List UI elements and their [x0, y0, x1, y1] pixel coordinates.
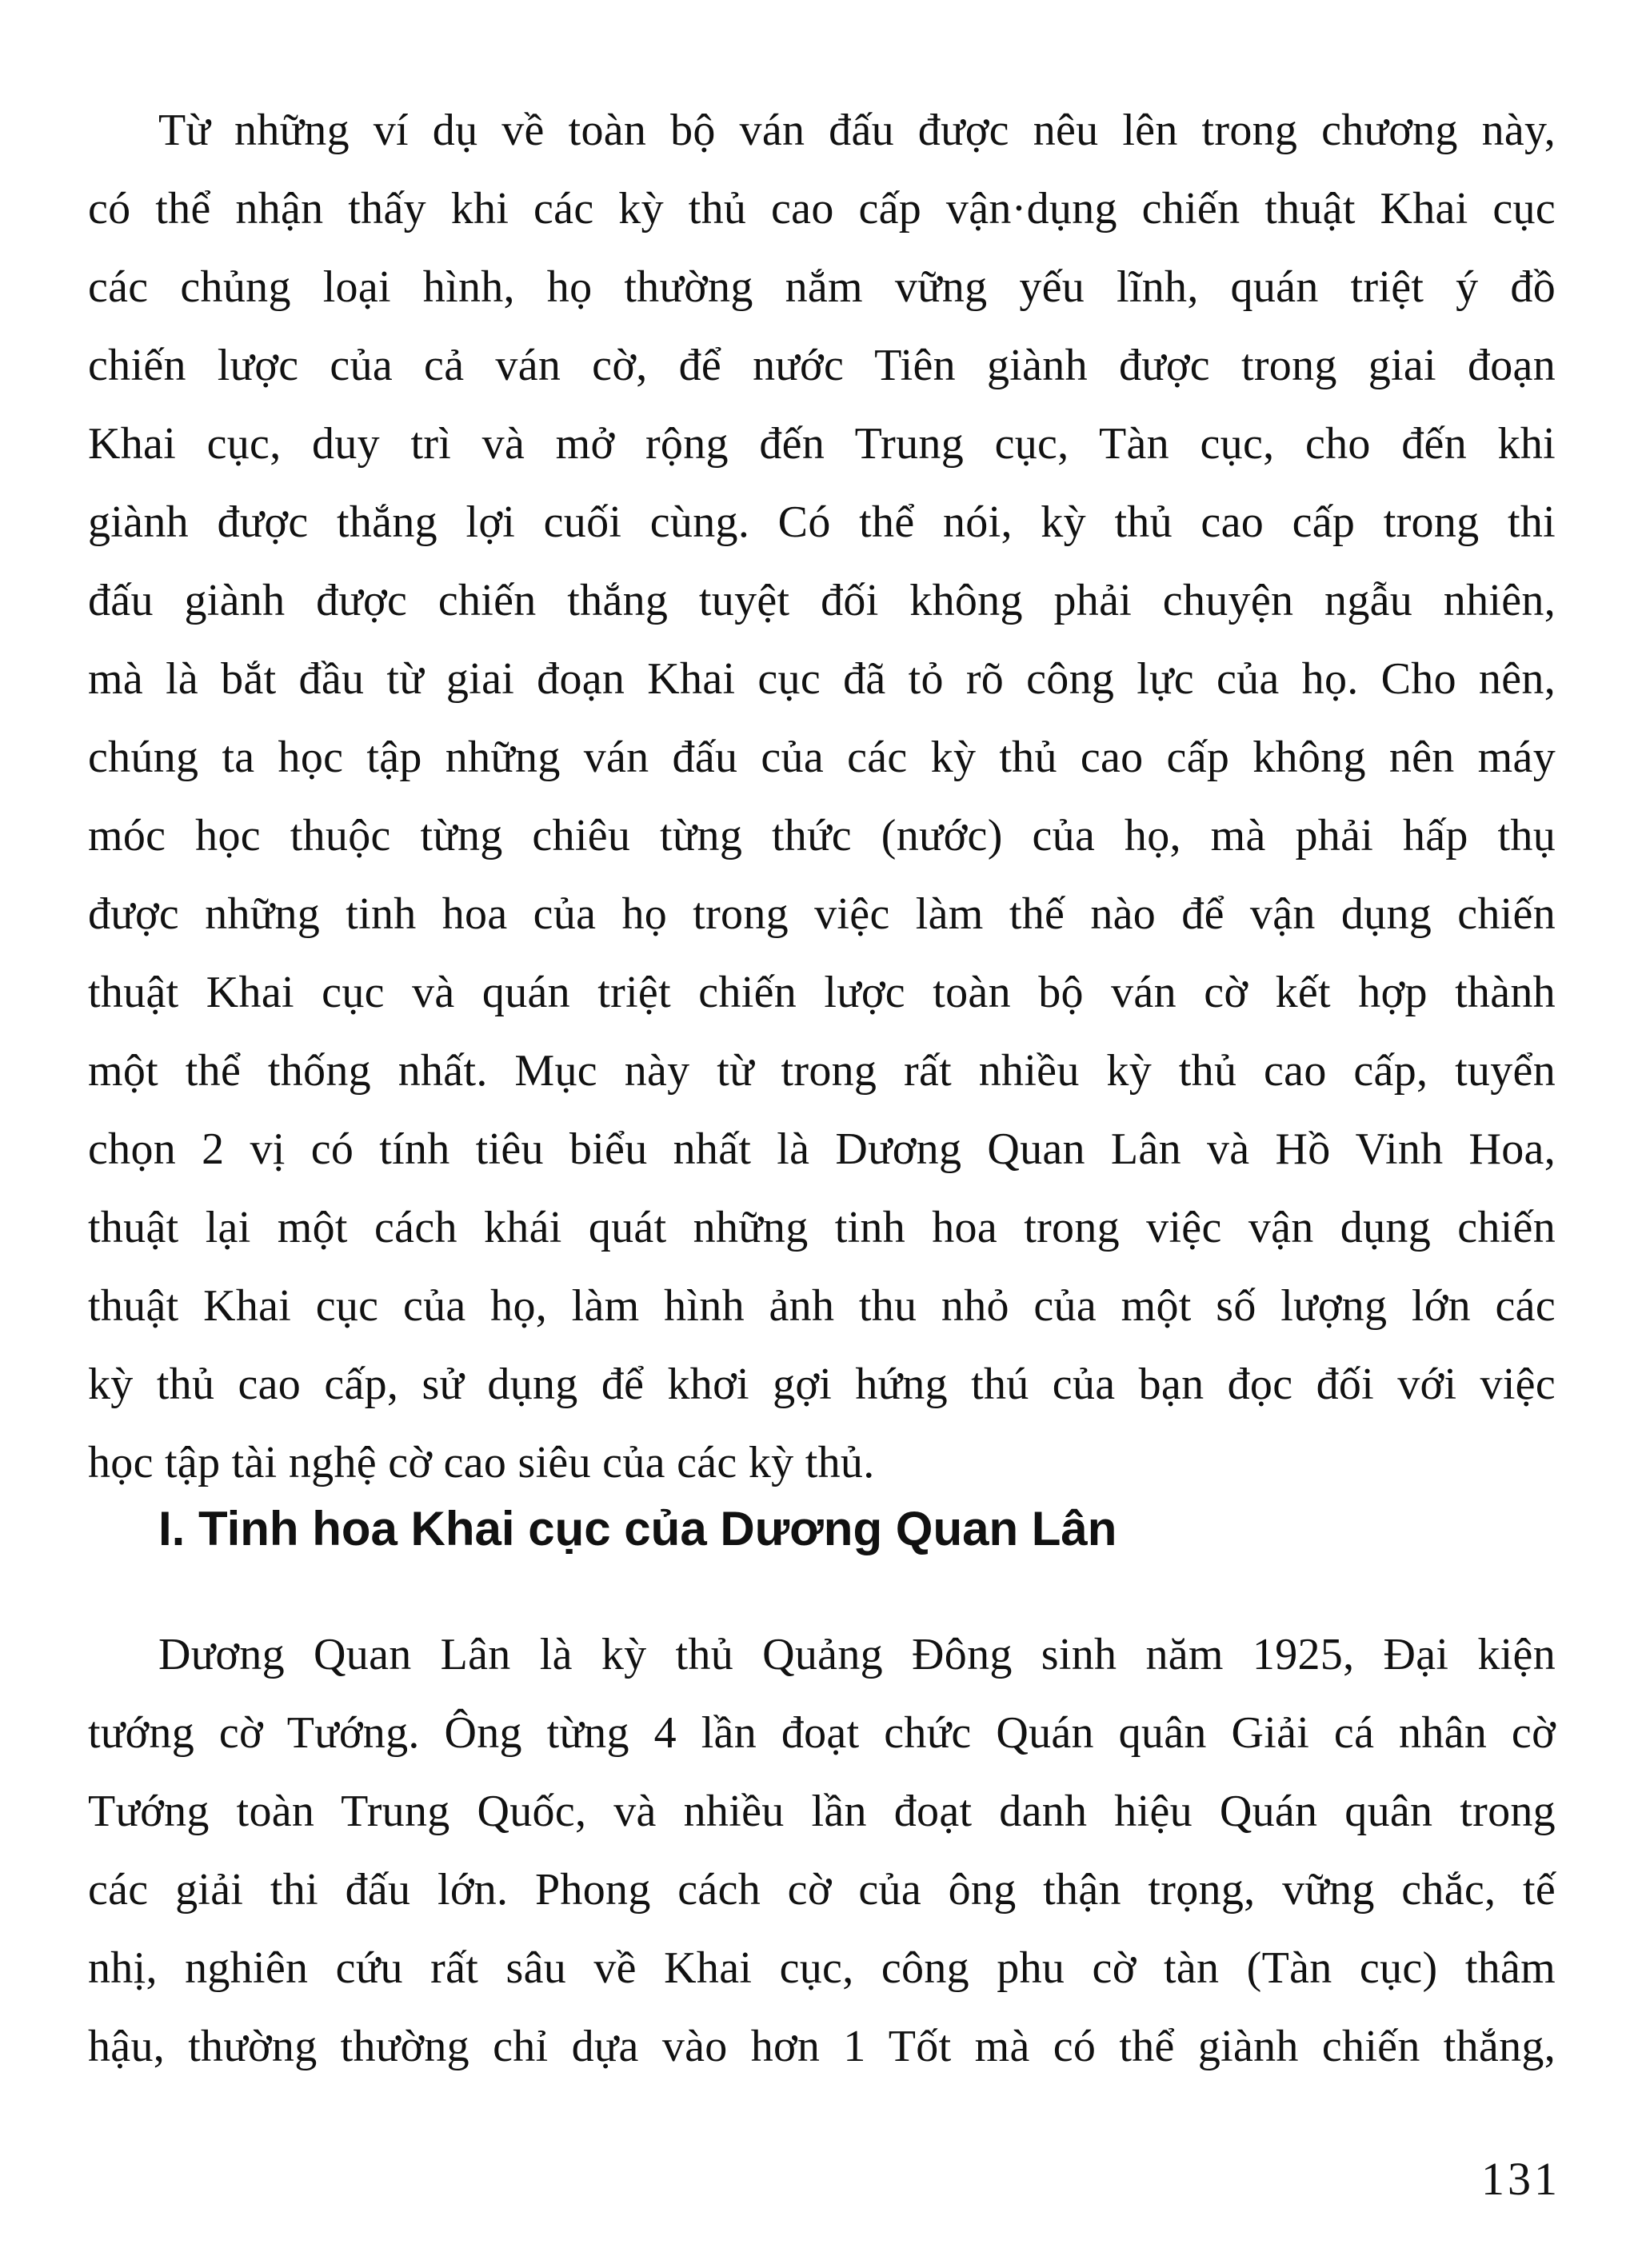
- paragraph-1-line: một thể thống nhất. Mục này từ trong rất nhiều kỳ thủ cao cấp, tuyển: [88, 1046, 1556, 1096]
- paragraph-1-line: có thể nhận thấy khi các kỳ thủ cao cấp vận·dụng chiến thuật Khai cục: [88, 184, 1556, 234]
- paragraph-1-line: được những tinh hoa của họ trong việc làm thế nào để vận dụng chiến: [88, 889, 1556, 939]
- paragraph-1-line: chúng ta học tập những ván đấu của các kỳ thủ cao cấp không nên máy: [88, 733, 1556, 782]
- paragraph-2-line: nhị, nghiên cứu rất sâu về Khai cục, công phu cờ tàn (Tàn cục) thâm: [88, 1943, 1556, 1993]
- paragraph-1-line: chiến lược của cả ván cờ, để nước Tiên giành được trong giai đoạn: [88, 341, 1556, 390]
- paragraph-1-line: Từ những ví dụ về toàn bộ ván đấu được nêu lên trong chương này,: [158, 106, 1556, 155]
- paragraph-1-line: đấu giành được chiến thắng tuyệt đối không phải chuyện ngẫu nhiên,: [88, 576, 1556, 625]
- paragraph-1-line: giành được thắng lợi cuối cùng. Có thể nói, kỳ thủ cao cấp trong thi: [88, 497, 1556, 547]
- section-heading: I. Tinh hoa Khai cục của Dương Quan Lân: [158, 1502, 1117, 1555]
- paragraph-2-line: hậu, thường thường chỉ dựa vào hơn 1 Tốt mà có thể giành chiến thắng,: [88, 2022, 1556, 2071]
- paragraph-1-line: học tập tài nghệ cờ cao siêu của các kỳ thủ.: [88, 1438, 875, 1487]
- paragraph-1-line: kỳ thủ cao cấp, sử dụng để khơi gợi hứng thú của bạn đọc đối với việc: [88, 1360, 1556, 1409]
- paragraph-2-line: các giải thi đấu lớn. Phong cách cờ của ông thận trọng, vững chắc, tế: [88, 1865, 1556, 1915]
- paragraph-1-line: thuật lại một cách khái quát những tinh hoa trong việc vận dụng chiến: [88, 1203, 1556, 1252]
- paragraph-2-line: tướng cờ Tướng. Ông từng 4 lần đoạt chức Quán quân Giải cá nhân cờ: [88, 1708, 1556, 1758]
- paragraph-1-line: Khai cục, duy trì và mở rộng đến Trung cục, Tàn cục, cho đến khi: [88, 419, 1556, 469]
- paragraph-1-line: thuật Khai cục và quán triệt chiến lược toàn bộ ván cờ kết hợp thành: [88, 968, 1556, 1017]
- paragraph-1-line: các chủng loại hình, họ thường nắm vững yếu lĩnh, quán triệt ý đồ: [88, 262, 1556, 312]
- paragraph-1-line: mà là bắt đầu từ giai đoạn Khai cục đã tỏ rõ công lực của họ. Cho nên,: [88, 654, 1556, 704]
- page-number: 131: [1481, 2153, 1560, 2205]
- paragraph-1-line: móc học thuộc từng chiêu từng thức (nước) của họ, mà phải hấp thụ: [88, 811, 1556, 860]
- paragraph-1-line: thuật Khai cục của họ, làm hình ảnh thu nhỏ của một số lượng lớn các: [88, 1281, 1556, 1331]
- paragraph-1-line: chọn 2 vị có tính tiêu biểu nhất là Dương Quan Lân và Hồ Vinh Hoa,: [88, 1124, 1556, 1174]
- paragraph-2-line: Tướng toàn Trung Quốc, và nhiều lần đoạt danh hiệu Quán quân trong: [88, 1787, 1556, 1836]
- paragraph-2-line: Dương Quan Lân là kỳ thủ Quảng Đông sinh năm 1925, Đại kiện: [158, 1630, 1556, 1679]
